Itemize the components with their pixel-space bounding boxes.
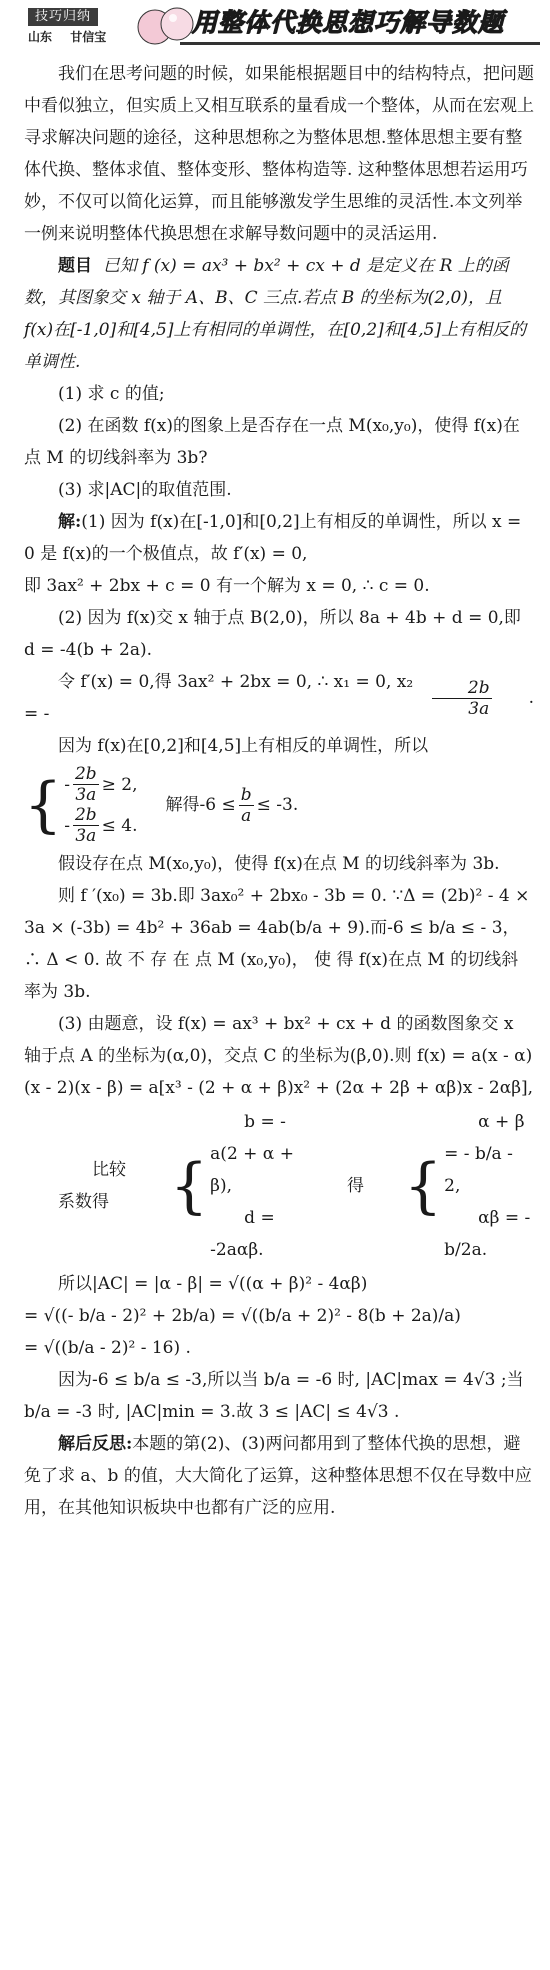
author-name: 甘信宝: [70, 30, 107, 44]
question-2: (2) 在函数 f(x)的图象上是否存在一点 M(x₀,y₀)，使得 f(x)在点 M 的切线斜率为 3b?: [24, 416, 520, 468]
inequality-result: 解得-6 ≤ $\frac{b}{a}$ ≤ -3.: [165, 784, 299, 826]
ac-length-line-3: = √((b/a - 2)² - 16) .: [24, 1338, 191, 1358]
column-tag: 技巧归纳: [28, 8, 98, 26]
left-brace-icon: {: [24, 770, 63, 840]
fraction-2b-over-3a: $\frac{2b}{3a}$: [432, 678, 492, 719]
reflection-label: 解后反思:: [58, 1434, 133, 1454]
assumption-line: 假设存在点 M(x₀,y₀)，使得 f(x)在点 M 的切线斜率为 3b.: [58, 854, 500, 874]
solution-part-2: (2) 因为 f(x)交 x 轴于点 B(2,0)，所以 8a + 4b + d = 0,即 d = -4(b + 2a).: [24, 608, 521, 660]
ac-length-line-2: = √((- b/a - 2)² + 2b/a) = √((b/a + 2)² - 8(b + 2a)/a): [24, 1306, 461, 1326]
monotonic-reason: 因为 f(x)在[0,2]和[4,5]上有相反的单调性，所以: [58, 736, 429, 756]
ac-length-line-1: 所以|AC| = |α - β| = √((α + β)² - 4αβ): [58, 1274, 368, 1294]
left-brace-icon: {: [403, 1151, 443, 1221]
title-banner: [180, 4, 540, 45]
problem-label: 题目: [58, 256, 92, 276]
discriminant-argument: 则 f ′(x₀) = 3b.即 3ax₀² + 2bx₀ - 3b = 0. ∵Δ = (2b)² - 4 × 3a × (-3b) = 4b² + 36ab = 4ab(b/a + 9).而-6 ≤ b/a ≤ - 3， ∴ Δ < 0. 故 不 存 在 点 M (x₀,y₀)， 使 得 f(x)在点 M 的切线斜率为 3b.: [24, 886, 530, 1002]
reflection-text: 本题的第(2)、(3)两问都用到了整体代换的思想，避免了求 a、b 的值，大大简化了运算，这种整体思想不仅在导数中应用，在其他知识板块中也都有广泛的应用.: [24, 1434, 532, 1518]
question-1: (1) 求 c 的值;: [58, 384, 165, 404]
author-region: 山东: [28, 30, 53, 44]
problem-text: 已知 f (x) = ax³ + bx² + cx + d 是定义在 R 上的函数，其图象交 x 轴于 A、B、C 三点.若点 B 的坐标为(2,0)，且 f(x)在[-1,0]和[4,5]上有相同的单调性，在[0,2]和[4,5]上有相反的单调性.: [24, 256, 527, 372]
reflection-paragraph: [24, 1428, 534, 1524]
coefficient-comparison: 比较系数得 { b = -a(2 + α + β), d = -2aαβ. 得 { α + β = - b/a - 2, αβ = - b/2a.: [58, 1112, 531, 1260]
article-title: 用整体代换思想巧解导数题: [192, 8, 505, 37]
intro-paragraph: 我们在思考问题的时候，如果能根据题目中的结构特点，把问题中看似独立，但实质上又相互联系的量看成一个整体，从而在宏观上寻求解决问题的途径，这种思想称之为整体思想.整体思想主要有整体代换、整体求值、整体变形、整体构造等. 这种整体思想若运用巧妙，不仅可以简化运算，而且能够激发学生思维的灵活性.本文列举一例来说明整体代换思想在求解导数问题中的灵活运用.: [24, 64, 534, 244]
solution-label: 解:: [58, 512, 82, 532]
solution-part-3: (3) 由题意，设 f(x) = ax³ + bx² + cx + d 的函数图象交 x 轴于点 A 的坐标为(α,0)，交点 C 的坐标为(β,0).则 f(x) = a(x - α)(x - 2)(x - β) = a[x³ - (2 + α + β)x² + (2α + 2β + αβ)x - 2αβ],: [24, 1014, 534, 1098]
problem-statement: [24, 250, 534, 378]
inequality-system: { - $\frac{2b}{3a}$ ≥ 2, - $\frac{2b}{3a}$ ≤ 4. 解得-6 ≤ $\frac{b}{a}$ ≤ -3.: [24, 764, 299, 846]
ac-range-conclusion: 因为-6 ≤ b/a ≤ -3,所以当 b/a = -6 时, |AC|max = 4√3 ;当 b/a = -3 时, |AC|min = 3.故 3 ≤ |AC| ≤ 4√3 .: [24, 1370, 524, 1422]
article-body: [24, 58, 534, 1524]
question-3: (3) 求|AC|的取值范围.: [58, 480, 232, 500]
left-brace-icon: {: [169, 1151, 209, 1221]
solution-part-1: 解:(1) 因为 f(x)在[-1,0]和[0,2]上有相反的单调性，所以 x = 0 是 f(x)的一个极值点，故 f′(x) = 0,: [24, 512, 522, 564]
author-byline: [28, 28, 120, 45]
article-header: [0, 0, 550, 50]
critical-points-line: 令 f′(x) = 0,得 3ax² + 2bx = 0, ∴ x₁ = 0, x₂ = - $\frac{2b}{3a}$ .: [24, 672, 534, 724]
solution-part-1b: 即 3ax² + 2bx + c = 0 有一个解为 x = 0, ∴ c = 0.: [24, 576, 430, 596]
